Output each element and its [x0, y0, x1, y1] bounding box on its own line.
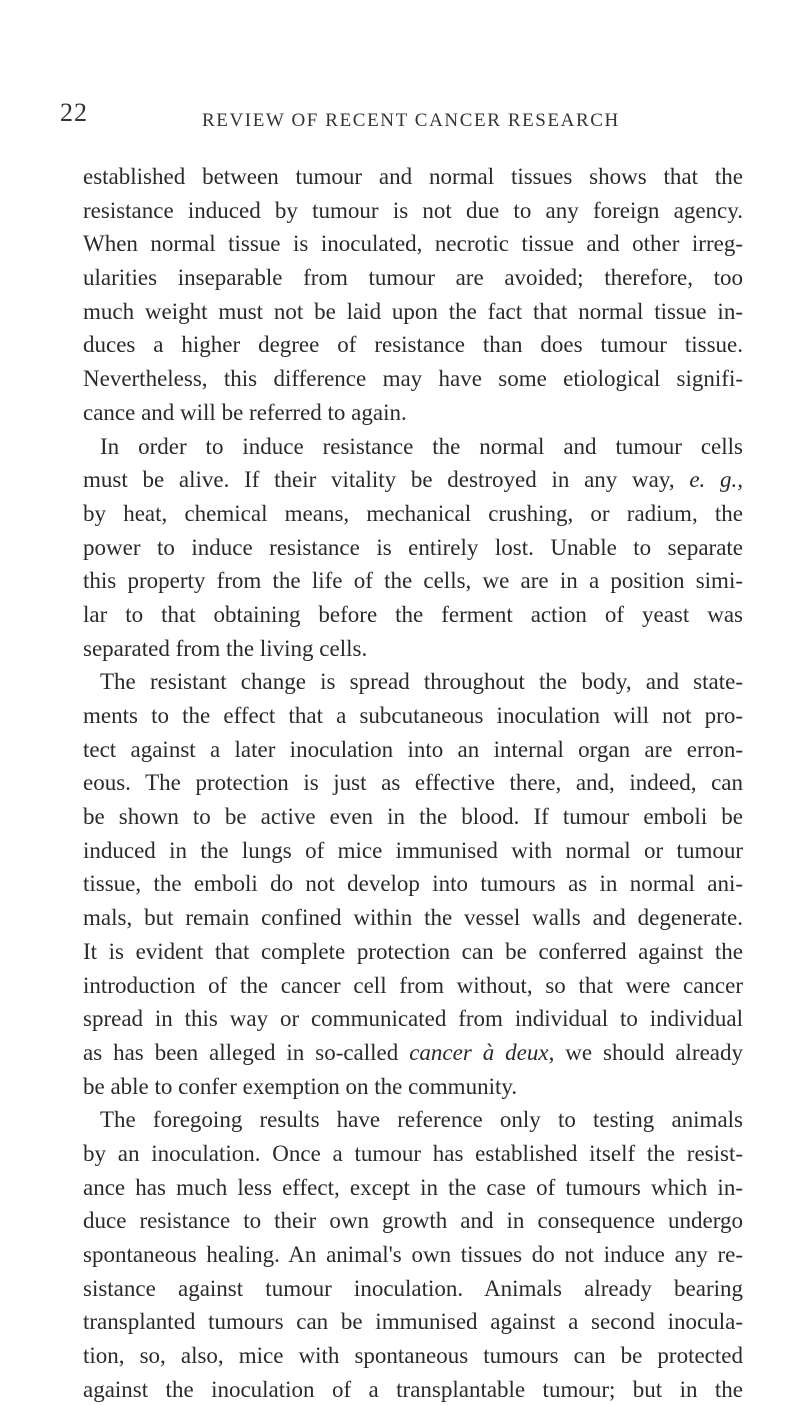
text-line: mals, but remain confined within the vessel walls and degenerate. [83, 905, 743, 931]
text-line: spread in this way or communicated from individual to individual [83, 1006, 743, 1032]
text-line: ance has much less effect, except in the case of tumours which in- [83, 1174, 743, 1200]
text-segment: , we should already [548, 1039, 744, 1065]
text-line: this property from the life of the cells, we are in a position simi- [83, 568, 743, 594]
text-line: resistance induced by tumour is not due to any foreign agency. [83, 197, 743, 223]
italic-abbreviation: e. g., [689, 467, 743, 493]
text-line: duce resistance to their own growth and in consequence undergo [83, 1208, 743, 1234]
running-header: REVIEW OF RECENT CANCER RESEARCH [202, 110, 620, 131]
text-line: by heat, chemical means, mechanical crushing, or radium, the [83, 500, 743, 526]
text-line: power to induce resistance is entirely lost. Unable to separate [83, 534, 743, 560]
text-line: much weight must not be laid upon the fact that normal tissue in- [83, 298, 743, 324]
text-line: duces a higher degree of resistance than does tumour tissue. [83, 332, 743, 358]
text-line: ularities inseparable from tumour are avoided; therefore, too [83, 265, 743, 291]
body-text [83, 160, 743, 1406]
text-line: tect against a later inoculation into an internal organ are erron- [83, 736, 743, 762]
page-number: 22 [60, 98, 88, 127]
text-line: by an inoculation. Once a tumour has established itself the resist- [83, 1140, 743, 1166]
text-line: spontaneous healing. An animal's own tissues do not induce any re- [83, 1242, 743, 1267]
text-line: When normal tissue is inoculated, necrotic tissue and other irreg- [83, 231, 743, 257]
text-line: tissue, the emboli do not develop into tumours as in normal ani- [83, 871, 743, 897]
text-line: introduction of the cancer cell from without, so that were cancer [83, 972, 743, 998]
text-line: separated from the living cells. [83, 635, 368, 661]
text-line: Nevertheless, this difference may have some etiological signifi- [83, 366, 743, 392]
text-line: tion, so, also, mice with spontaneous tumours can be protected [83, 1343, 743, 1369]
text-line: established between tumour and normal tissues shows that the [83, 164, 743, 189]
text-line: induced in the lungs of mice immunised with normal or tumour [83, 837, 743, 863]
text-line: lar to that obtaining before the ferment action of yeast was [83, 601, 743, 627]
text-line [83, 1036, 743, 1070]
text-line: The foregoing results have reference only to testing animals [100, 1107, 743, 1133]
text-line: transplanted tumours can be immunised against a second inocula- [83, 1309, 743, 1335]
text-line [83, 463, 743, 497]
text-line: be shown to be active even in the blood. If tumour emboli be [83, 804, 743, 830]
text-line: In order to induce resistance the normal and tumour cells [100, 433, 743, 459]
text-line: sistance against tumour inoculation. Animals already bearing [83, 1275, 743, 1301]
text-segment: as has been alleged in so-called [83, 1039, 410, 1065]
text-line: against the inoculation of a transplantable tumour; but in the [83, 1376, 743, 1402]
text-line: It is evident that complete protection can be conferred against the [83, 938, 743, 964]
text-segment: must be alive. If their vitality be destroyed in any way, [83, 467, 690, 493]
text-line: ments to the effect that a subcutaneous inoculation will not pro- [83, 703, 743, 728]
text-line: eous. The protection is just as effective there, and, indeed, can [83, 770, 743, 796]
text-line: The resistant change is spread throughout the body, and state- [100, 669, 743, 695]
text-line: cance and will be referred to again. [83, 399, 407, 425]
italic-phrase: cancer à deux [409, 1039, 549, 1065]
text-line: be able to confer exemption on the community. [83, 1073, 518, 1099]
